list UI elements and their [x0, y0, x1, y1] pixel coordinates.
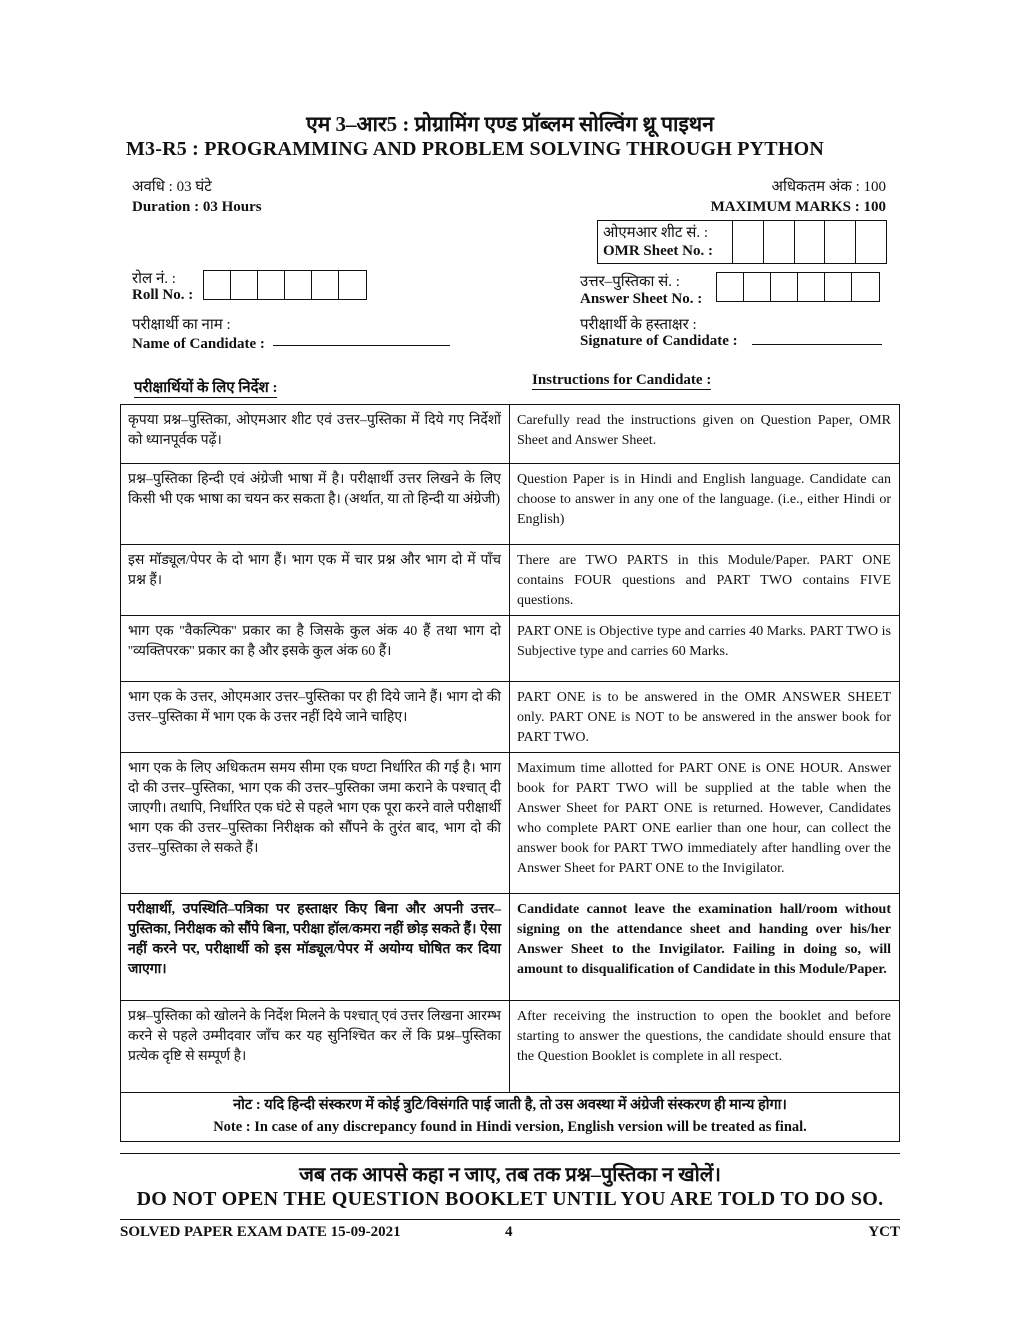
- instruction-hindi: परीक्षार्थी, उपस्थिति–पत्रिका पर हस्ताक्षर किए बिना और अपनी उत्तर–पुस्तिका, निरीक्षक को सौंपे बिना, परीक्षा हॉल/कमरा नहीं छोड़ सकते हैं। ऐसा नहीं करने पर, परीक्षार्थी को इस मॉड्यूल/पेपर में अयोग्य घोषित कर दिया जाएगा।: [121, 894, 510, 1001]
- instructions-heading-english: Instructions for Candidate :: [532, 372, 712, 388]
- duration-english: Duration : 03 Hours: [132, 199, 262, 215]
- page-number: 4: [505, 1224, 513, 1240]
- instruction-hindi: भाग एक ''वैकल्पिक'' प्रकार का है जिसके कुल अंक 40 हैं तथा भाग दो ''व्यक्तिपरक'' प्रकार का है और इसके कुल अंक 60 हैं।: [121, 616, 510, 682]
- roll-label-english: Roll No. :: [132, 287, 194, 303]
- duration-hindi: अवधि : 03 घंटे: [132, 179, 212, 195]
- instruction-english: PART ONE is to be answered in the OMR ANSWER SHEET only. PART ONE is NOT to be answered in the answer book for PART TWO.: [510, 682, 900, 753]
- note-english: Note : In case of any discrepancy found in Hindi version, English version will be treated as final.: [213, 1119, 807, 1135]
- title-hindi: एम 3–आर5 : प्रोग्रामिंग एण्ड प्रॉब्लम सोल्विंग थ्रू पाइथन: [306, 112, 714, 136]
- table-row: [121, 405, 900, 464]
- instruction-hindi: प्रश्न–पुस्तिका हिन्दी एवं अंग्रेजी भाषा में है। परीक्षार्थी उत्तर लिखने के लिए किसी भी एक भाषा का चयन कर सकता है। (अर्थात, या तो हिन्दी या अंग्रेजी): [121, 464, 510, 545]
- warning-hindi: जब तक आपसे कहा न जाए, तब तक प्रश्न–पुस्तिका न खोलें।: [299, 1164, 721, 1186]
- name-label-hindi: परीक्षार्थी का नाम :: [132, 317, 231, 333]
- table-row: [121, 464, 900, 545]
- table-row: [121, 1001, 900, 1093]
- max-marks-english: MAXIMUM MARKS : 100: [710, 199, 886, 215]
- name-label-english: Name of Candidate :: [132, 336, 265, 352]
- instruction-english: Carefully read the instructions given on Question Paper, OMR Sheet and Answer Sheet.: [510, 405, 900, 464]
- table-row: [121, 753, 900, 894]
- instruction-english: Maximum time allotted for PART ONE is ONE HOUR. Answer book for PART TWO will be supplied at the table when the Answer Sheet for PART ONE is returned. However, Candidates who complete PART ONE earlier than one hour, can collect the answer book for PART TWO immediately after handling over the Answer Sheet for PART ONE to the Invigilator.: [510, 753, 900, 894]
- instruction-hindi: इस मॉड्यूल/पेपर के दो भाग हैं। भाग एक में चार प्रश्न और भाग दो में पाँच प्रश्न हैं।: [121, 545, 510, 616]
- instruction-hindi: भाग एक के लिए अधिकतम समय सीमा एक घण्टा निर्धारित की गई है। भाग दो की उत्तर–पुस्तिका, भाग एक की उत्तर–पुस्तिका जमा कराने के पश्चात् दी जाएगी। तथापि, निर्धारित एक घंटे से पहले भाग एक पूरा करने वाले परीक्षार्थी भाग एक की उत्तर–पुस्तिका निरीक्षक को सौंपने के तुरंत बाद, भाग दो की उत्तर–पुस्तिका ले सकते हैं।: [121, 753, 510, 894]
- instructions-table: [120, 404, 900, 1093]
- omr-label-english: OMR Sheet No. :: [603, 243, 713, 259]
- answer-sheet-boxes[interactable]: [716, 272, 880, 302]
- footer-divider: [120, 1219, 900, 1220]
- roll-number-boxes[interactable]: [203, 270, 367, 300]
- roll-label-hindi: रोल नं. :: [132, 271, 176, 287]
- instruction-hindi: प्रश्न–पुस्तिका को खोलने के निर्देश मिलने के पश्चात् एवं उत्तर लिखना आरम्भ करने से पहले उम्मीदवार जाँच कर यह सुनिश्चित कर लें कि प्रश्न–पुस्तिका प्रत्येक दृष्टि से सम्पूर्ण है।: [121, 1001, 510, 1093]
- table-row: [121, 616, 900, 682]
- instruction-english: Candidate cannot leave the examination hall/room without signing on the attendance sheet and handing over his/her Answer Sheet to the Invigilator. Failing in doing so, will amount to disqualification of Candidate in this Module/Paper.: [510, 894, 900, 1001]
- instructions-heading-hindi: परीक्षार्थियों के लिए निर्देश :: [134, 377, 277, 398]
- instruction-english: PART ONE is Objective type and carries 40 Marks. PART TWO is Subjective type and carries 60 Marks.: [510, 616, 900, 682]
- instruction-english: Question Paper is in Hindi and English language. Candidate can choose to answer in any one of the language. (i.e., either Hindi or English): [510, 464, 900, 545]
- signature-label-hindi: परीक्षार्थी के हस्ताक्षर :: [580, 317, 697, 333]
- signature-line[interactable]: [752, 344, 882, 345]
- answer-sheet-label-english: Answer Sheet No. :: [580, 291, 703, 307]
- warning-english: DO NOT OPEN THE QUESTION BOOKLET UNTIL YOU ARE TOLD TO DO SO.: [136, 1188, 884, 1210]
- table-row: [121, 894, 900, 1001]
- note-box: [120, 1088, 900, 1142]
- signature-label-english: Signature of Candidate :: [580, 333, 738, 349]
- divider: [120, 1153, 900, 1154]
- footer-exam-date: SOLVED PAPER EXAM DATE 15-09-2021: [120, 1224, 401, 1240]
- table-row: [121, 545, 900, 616]
- max-marks-hindi: अधिकतम अंक : 100: [771, 179, 886, 195]
- instruction-english: After receiving the instruction to open the booklet and before starting to answer the questions, the candidate should ensure that the Question Booklet is complete in all respect.: [510, 1001, 900, 1093]
- omr-sheet-field[interactable]: [597, 220, 887, 264]
- answer-sheet-label-hindi: उत्तर–पुस्तिका सं. :: [580, 274, 680, 290]
- instruction-hindi: कृपया प्रश्न–पुस्तिका, ओएमआर शीट एवं उत्तर–पुस्तिका में दिये गए निर्देशों को ध्यानपूर्वक पढ़ें।: [121, 405, 510, 464]
- name-line[interactable]: [273, 345, 450, 346]
- instruction-hindi: भाग एक के उत्तर, ओएमआर उत्तर–पुस्तिका पर ही दिये जाने हैं। भाग दो की उत्तर–पुस्तिका में भाग एक के उत्तर नहीं दिये जाने चाहिए।: [121, 682, 510, 753]
- footer-publisher: YCT: [868, 1224, 900, 1240]
- title-english: M3-R5 : PROGRAMMING AND PROBLEM SOLVING THROUGH PYTHON: [125, 138, 825, 160]
- table-row: [121, 682, 900, 753]
- note-hindi: नोट : यदि हिन्दी संस्करण में कोई त्रुटि/विसंगति पाई जाती है, तो उस अवस्था में अंग्रेजी संस्करण ही मान्य होगा।: [233, 1097, 787, 1113]
- omr-label-hindi: ओएमआर शीट सं. :: [603, 225, 709, 241]
- instruction-english: There are TWO PARTS in this Module/Paper. PART ONE contains FOUR questions and PART TWO contains FIVE questions.: [510, 545, 900, 616]
